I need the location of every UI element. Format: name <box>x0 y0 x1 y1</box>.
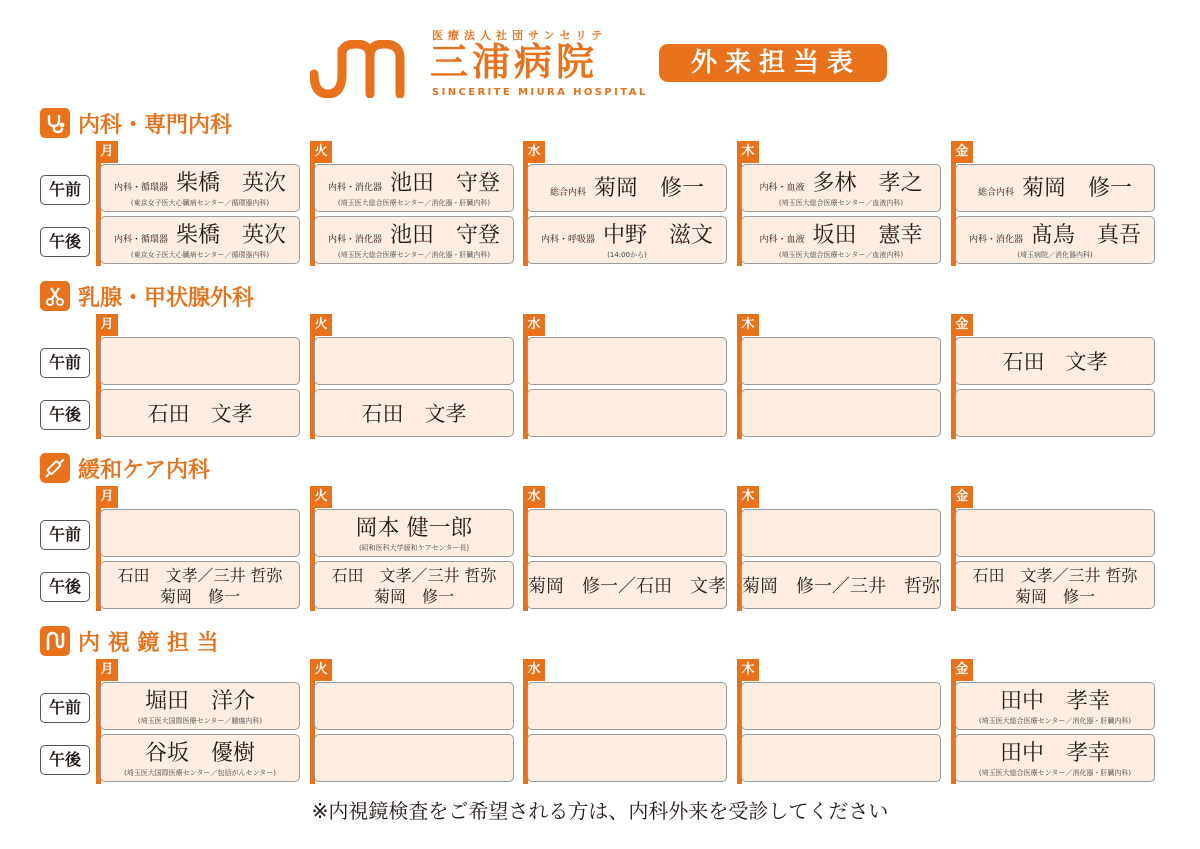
day-tab: 木 <box>737 141 759 163</box>
cell-main-line <box>315 515 513 543</box>
doctor-name: 多林 孝之 <box>812 171 923 196</box>
schedule-cell <box>314 509 514 557</box>
day-tab: 火 <box>310 141 332 163</box>
doctor-name: 石田 文孝 <box>1002 350 1108 374</box>
affiliation-note: (埼玉病院／消化器内科) <box>1017 251 1093 259</box>
doctor-name: 田中 孝幸 <box>999 741 1110 766</box>
schedule-cell <box>741 682 941 730</box>
schedule-cell <box>527 509 727 557</box>
schedule-cell <box>741 389 941 437</box>
schedule-cell <box>955 164 1155 212</box>
cell-main-line <box>528 175 726 203</box>
affiliation-note: (埼玉医大総合医療センター／消化器・肝臓内科) <box>978 717 1132 725</box>
department-label: 総合内科 <box>549 188 586 198</box>
schedule-cell <box>741 337 941 385</box>
department-label: 総合内科 <box>977 188 1014 198</box>
day-tab: 月 <box>96 486 118 508</box>
department-label: 内科・血液 <box>759 183 805 193</box>
schedule-cell <box>527 682 727 730</box>
doctor-name: 池田 守登 <box>390 171 501 196</box>
day-tab: 火 <box>310 486 332 508</box>
section-heading <box>40 453 210 483</box>
doctor-name: 髙鳥 真吾 <box>1031 223 1142 248</box>
cell-main-line <box>956 222 1154 250</box>
cell-main-line <box>101 740 299 768</box>
document-title: 外来担当表 <box>659 44 887 82</box>
department-label: 内科・循環器 <box>113 235 168 245</box>
doctor-names <box>315 565 513 607</box>
affiliation-note: (埼玉医大総合医療センター／血液内科) <box>778 199 904 207</box>
hospital-name: 三浦病院 <box>430 40 599 84</box>
schedule-cell <box>314 682 514 730</box>
syringe-icon <box>40 453 70 483</box>
cell-main-line <box>956 688 1154 716</box>
schedule-cell <box>955 216 1155 264</box>
doctor-names-line2: 菊岡 修一 <box>1014 587 1095 606</box>
cell-main-line <box>101 170 299 198</box>
section-title: 内科・専門内科 <box>78 112 233 138</box>
schedule-cell <box>527 216 727 264</box>
doctor-names-line1: 石田 文孝／三井 哲弥 <box>972 566 1138 585</box>
morning-label: 午前 <box>40 348 90 378</box>
schedule-cell <box>527 561 727 609</box>
day-tab: 月 <box>96 141 118 163</box>
doctor-name: 池田 守登 <box>390 223 501 248</box>
day-tab: 木 <box>737 314 759 336</box>
day-tab: 金 <box>951 141 973 163</box>
doctor-names <box>101 565 299 607</box>
day-tab: 金 <box>951 486 973 508</box>
doctor-names-line1: 菊岡 修一／三井 哲弥 <box>742 576 940 597</box>
day-tab: 金 <box>951 659 973 681</box>
day-tab: 月 <box>96 314 118 336</box>
doctor-name: 柴橋 英次 <box>176 223 287 248</box>
affiliation-note: (埼玉医大総合医療センター／消化器・肝臓内科) <box>337 251 491 259</box>
schedule-cell <box>314 216 514 264</box>
schedule-cell <box>955 734 1155 782</box>
schedule-cell <box>741 561 941 609</box>
schedule-cell <box>527 734 727 782</box>
doctor-names-line1: 石田 文孝／三井 哲弥 <box>331 566 497 585</box>
schedule-cell <box>314 734 514 782</box>
doctor-name: 堀田 洋介 <box>144 689 255 714</box>
schedule-cell <box>100 682 300 730</box>
doctor-name: 菊岡 修一 <box>594 176 705 201</box>
day-tab: 水 <box>523 486 545 508</box>
department-label: 内科・消化器 <box>968 235 1023 245</box>
morning-label: 午前 <box>40 693 90 723</box>
day-tab: 火 <box>310 659 332 681</box>
doctor-name: 中野 滋文 <box>603 223 714 248</box>
schedule-cell <box>100 216 300 264</box>
affiliation-note: (東京女子医大心臓病センター／循環器内科) <box>130 251 270 259</box>
department-label: 内科・血液 <box>759 235 805 245</box>
afternoon-label: 午後 <box>40 745 90 775</box>
doctor-name: 田中 孝幸 <box>999 689 1110 714</box>
schedule-cell <box>100 561 300 609</box>
day-tab: 水 <box>523 659 545 681</box>
scissors-icon <box>40 281 70 311</box>
schedule-cell <box>741 734 941 782</box>
section-title: 内 視 鏡 担 当 <box>78 630 219 656</box>
day-tab: 水 <box>523 314 545 336</box>
doctor-names <box>956 565 1154 607</box>
schedule-cell <box>314 561 514 609</box>
affiliation-note: (昭和医科大学緩和ケアセンター長) <box>358 544 470 552</box>
schedule-cell <box>741 509 941 557</box>
schedule-cell <box>100 164 300 212</box>
schedule-cell <box>741 164 941 212</box>
day-tab: 木 <box>737 659 759 681</box>
cell-main-line <box>528 222 726 250</box>
doctor-names-line1: 菊岡 修一／石田 文孝 <box>528 576 726 597</box>
schedule-cell <box>527 164 727 212</box>
affiliation-note: (埼玉医大国際医療センター／包括がんセンター) <box>124 769 276 777</box>
doctor-name: 石田 文孝 <box>361 402 467 426</box>
section-title: 乳腺・甲状腺外科 <box>78 285 255 311</box>
schedule-cell <box>314 164 514 212</box>
schedule-cell <box>955 682 1155 730</box>
schedule-cell <box>741 216 941 264</box>
schedule-cell <box>100 337 300 385</box>
stethoscope-icon <box>40 108 70 138</box>
cell-main-line <box>315 170 513 198</box>
schedule-cell <box>955 509 1155 557</box>
afternoon-label: 午後 <box>40 572 90 602</box>
doctor-name: 谷坂 優樹 <box>144 741 255 766</box>
affiliation-note: (埼玉医大総合医療センター／消化器・肝臓内科) <box>978 769 1132 777</box>
doctor-names-line1: 石田 文孝／三井 哲弥 <box>117 566 283 585</box>
afternoon-label: 午後 <box>40 400 90 430</box>
schedule-cell <box>314 337 514 385</box>
schedule-cell <box>100 389 300 437</box>
doctor-name: 岡本 健一郎 <box>355 516 473 541</box>
schedule-cell <box>955 389 1155 437</box>
schedule-cell <box>527 389 727 437</box>
footer-note: ※内視鏡検査をご希望される方は、内科外来を受診してください <box>311 799 889 823</box>
morning-label: 午前 <box>40 175 90 205</box>
cell-main-line <box>956 175 1154 203</box>
schedule-cell <box>527 337 727 385</box>
cell-main-line <box>742 222 940 250</box>
endoscope-icon <box>40 626 70 656</box>
day-tab: 金 <box>951 314 973 336</box>
cell-main-line <box>101 688 299 716</box>
morning-label: 午前 <box>40 520 90 550</box>
doctor-names-line2: 菊岡 修一 <box>159 587 240 606</box>
day-tab: 水 <box>523 141 545 163</box>
schedule-cell <box>100 509 300 557</box>
section-heading <box>40 626 219 656</box>
department-label: 内科・消化器 <box>327 235 382 245</box>
doctor-name: 柴橋 英次 <box>176 171 287 196</box>
cell-main-line <box>315 222 513 250</box>
affiliation-note: (東京女子医大心臓病センター／循環器内科) <box>130 199 270 207</box>
section-heading <box>40 108 232 138</box>
doctor-names-line2: 菊岡 修一 <box>373 587 454 606</box>
section-heading <box>40 281 254 311</box>
schedule-cell <box>314 389 514 437</box>
hospital-name-english: SINCERITE MIURA HOSPITAL <box>432 87 648 98</box>
cell-main-line <box>101 222 299 250</box>
doctor-name: 坂田 憲幸 <box>812 223 923 248</box>
schedule-cell <box>955 561 1155 609</box>
cell-main-line <box>956 740 1154 768</box>
doctor-name: 菊岡 修一 <box>1022 176 1133 201</box>
affiliation-note: (埼玉医大国際医療センター／腫瘍内科) <box>137 717 263 725</box>
day-tab: 木 <box>737 486 759 508</box>
department-label: 内科・消化器 <box>327 183 382 193</box>
doctor-name: 石田 文孝 <box>147 402 253 426</box>
department-label: 内科・循環器 <box>113 183 168 193</box>
department-label: 内科・呼吸器 <box>540 235 595 245</box>
hospital-logo-icon <box>310 40 408 98</box>
organization-name: 医療法人社団サンセリテ <box>432 29 608 42</box>
cell-main-line <box>742 170 940 198</box>
afternoon-label: 午後 <box>40 227 90 257</box>
section-title: 緩和ケア内科 <box>78 457 211 483</box>
affiliation-note: (14:00から) <box>607 251 647 259</box>
day-tab: 火 <box>310 314 332 336</box>
day-tab: 月 <box>96 659 118 681</box>
affiliation-note: (埼玉医大総合医療センター／消化器・肝臓内科) <box>337 199 491 207</box>
schedule-cell <box>955 337 1155 385</box>
affiliation-note: (埼玉医大総合医療センター／血液内科) <box>778 251 904 259</box>
schedule-cell <box>100 734 300 782</box>
